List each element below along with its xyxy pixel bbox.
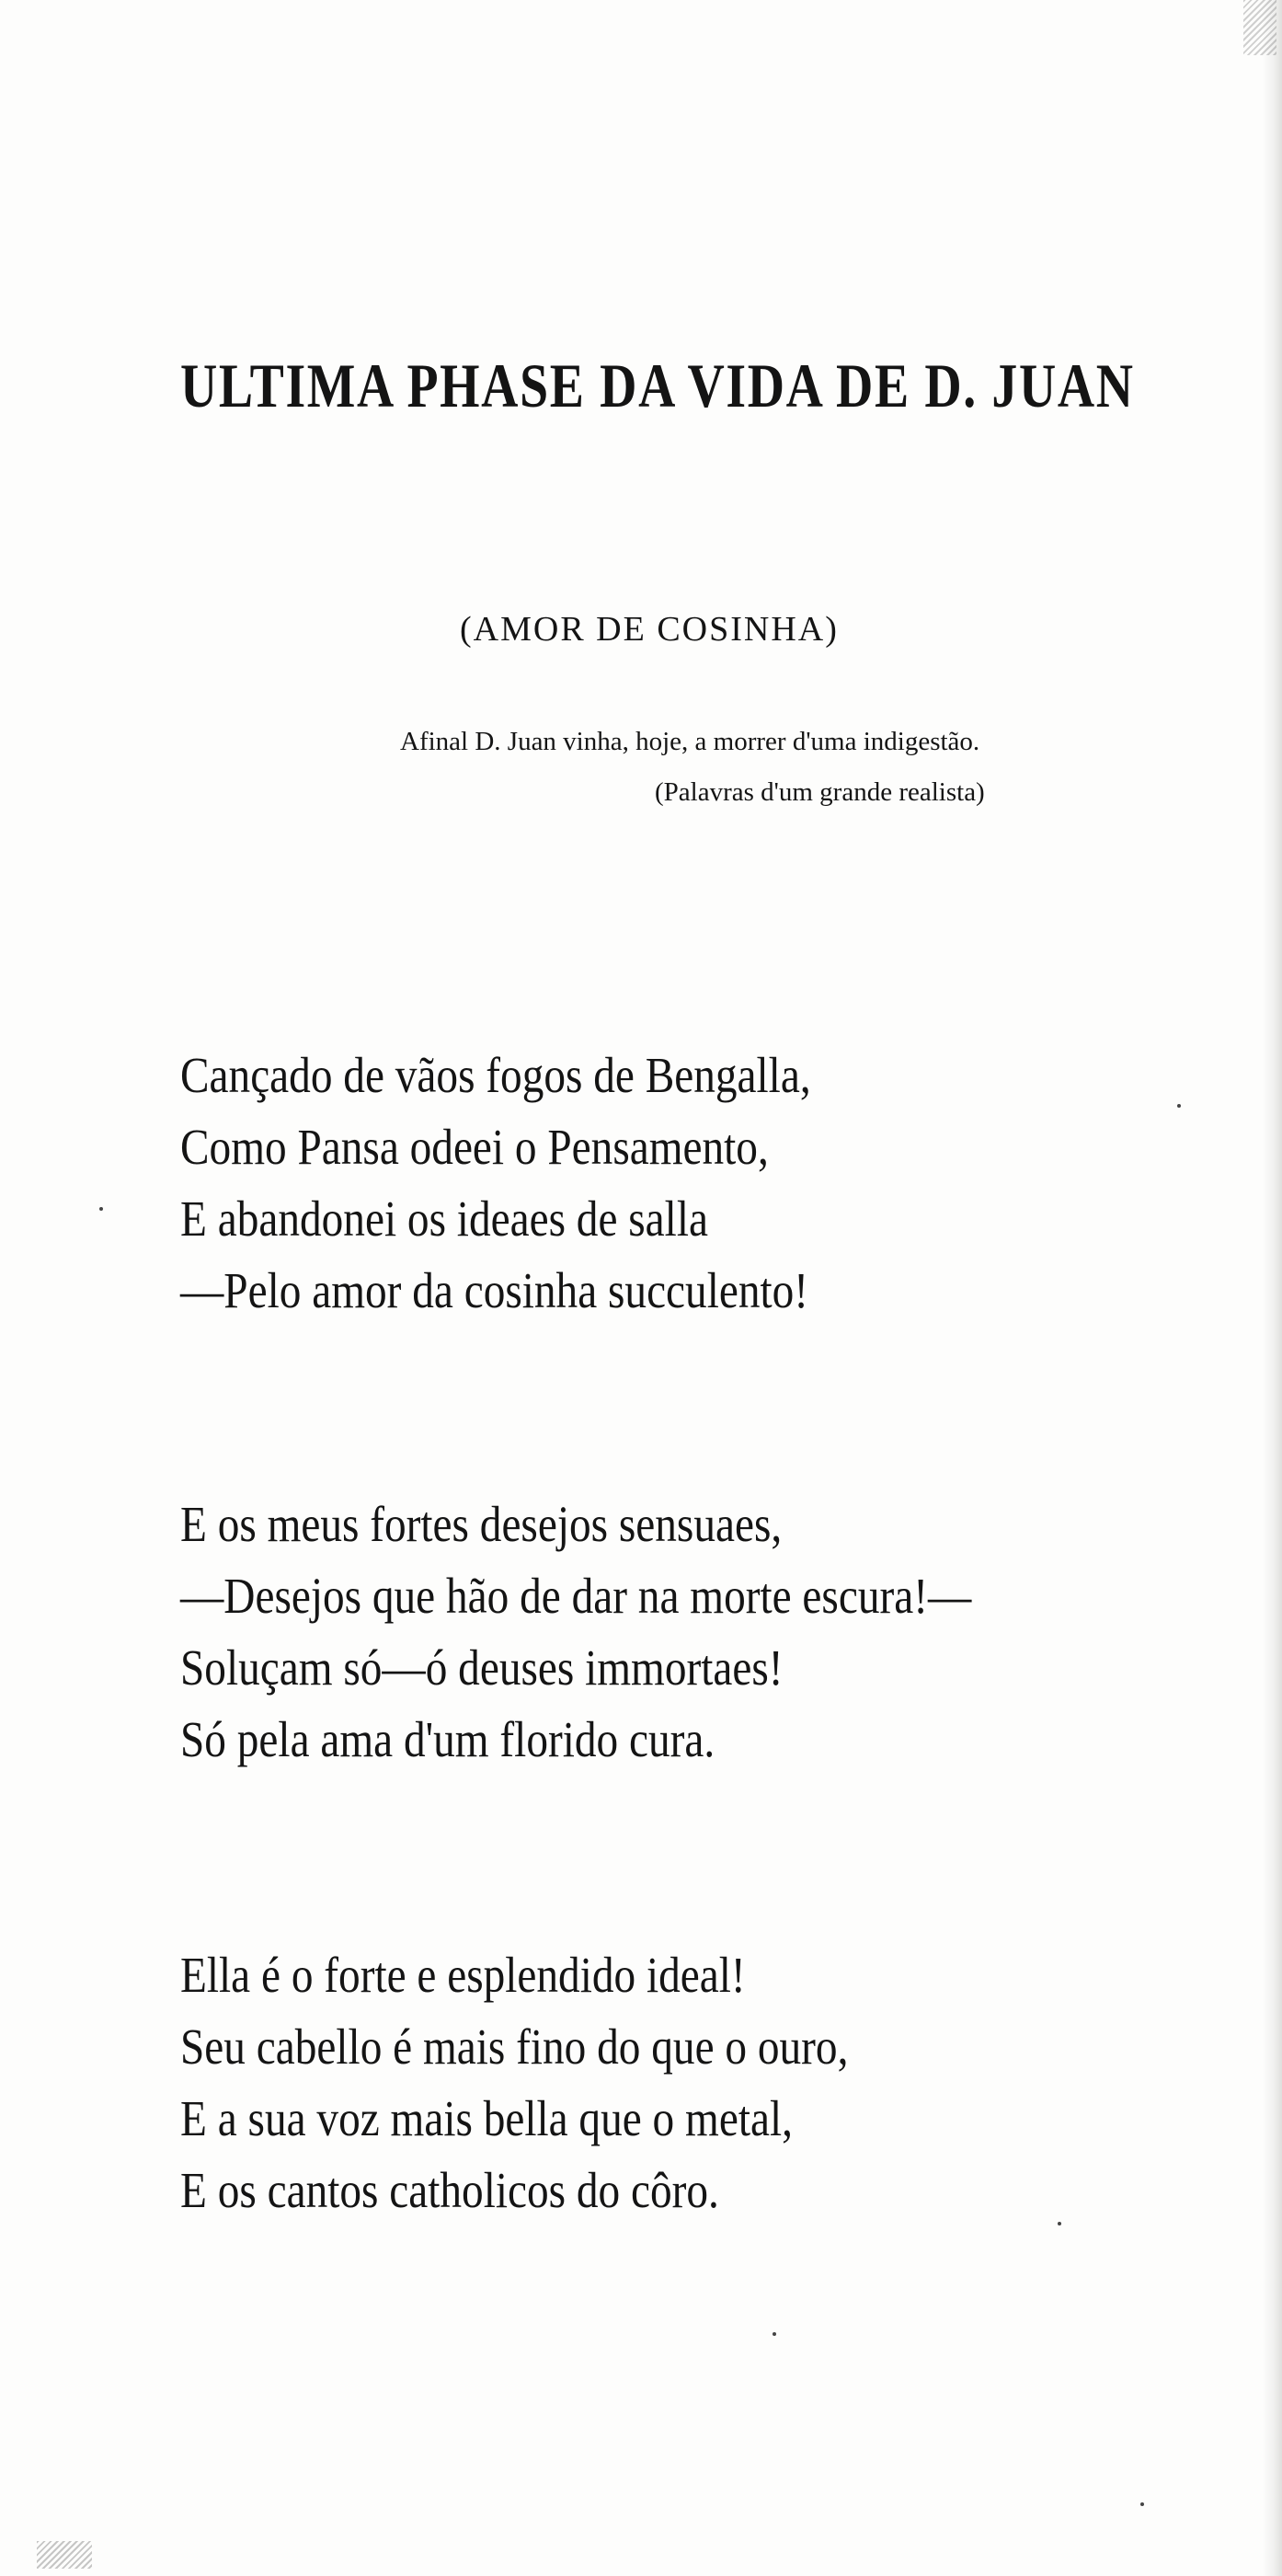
verse-line: Seu cabello é mais fino do que o ouro,: [180, 2018, 849, 2075]
verse-line: E os cantos catholicos do côro.: [180, 2162, 719, 2218]
scan-speck: [1140, 2502, 1144, 2506]
verse-line: Só pela ama d'um florido cura.: [180, 1711, 715, 1767]
scan-edge-shadow: [1262, 0, 1282, 2576]
verse-line: —Pelo amor da cosinha succulento!: [180, 1262, 809, 1318]
scan-artifact-bottom: [37, 2541, 92, 2569]
verse-line: E a sua voz mais bella que o metal,: [180, 2090, 793, 2146]
verse-line: E os meus fortes desejos sensuaes,: [180, 1496, 783, 1552]
poem-subtitle: (AMOR DE COSINHA): [460, 610, 839, 649]
stanza-2: [180, 1489, 971, 1776]
scan-speck: [773, 2332, 776, 2336]
epigraph-attribution: (Palavras d'um grande realista): [655, 777, 985, 807]
stanza-1: [180, 1040, 811, 1327]
verse-line: E abandonei os ideaes de salla: [180, 1190, 708, 1247]
scan-speck: [1177, 1104, 1181, 1108]
poem-title: ULTIMA PHASE DA VIDA DE D. JUAN: [180, 351, 1135, 420]
stanza-3: [180, 1939, 848, 2226]
verse-line: Cançado de vãos fogos de Bengalla,: [180, 1047, 811, 1103]
verse-line: Como Pansa odeei o Pensamento,: [180, 1119, 769, 1175]
scan-speck: [1058, 2222, 1061, 2225]
epigraph-quote: Afinal D. Juan vinha, hoje, a morrer d'uma indigestão.: [400, 727, 980, 756]
scan-artifact-top: [1243, 0, 1276, 55]
verse-line: Ella é o forte e esplendido ideal!: [180, 1947, 746, 2003]
verse-line: Soluçam só—ó deuses immortaes!: [180, 1639, 784, 1696]
verse-line: —Desejos que hão de dar na morte escura!—: [180, 1568, 972, 1624]
scan-speck: [99, 1207, 103, 1211]
